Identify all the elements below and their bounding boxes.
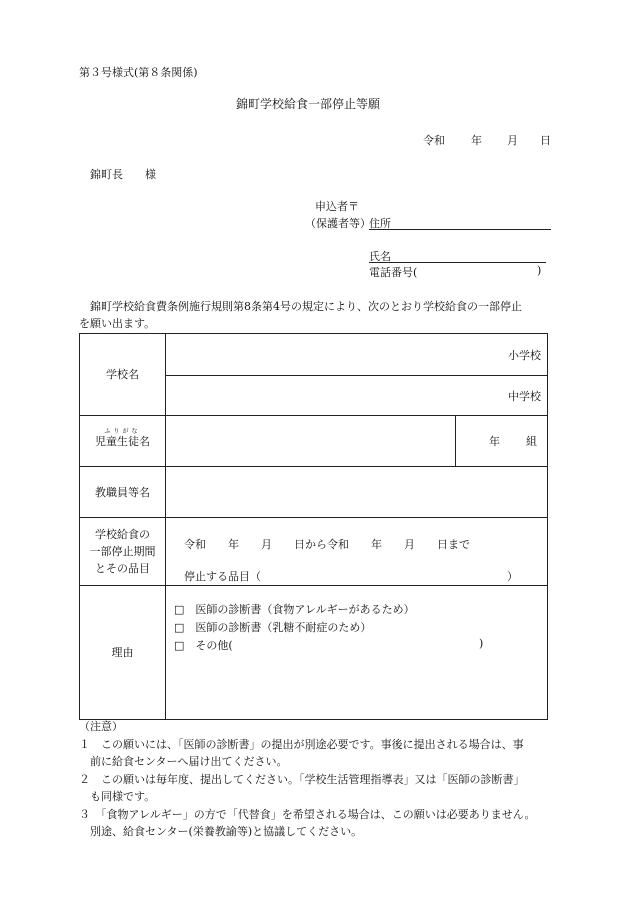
staff-label: 教職員等名 [80, 467, 166, 518]
item-label: 停止する品目（ [184, 570, 261, 583]
date-month: 月 [507, 134, 518, 147]
period-label [80, 518, 166, 586]
student-label: 児童生徒名 [95, 434, 150, 448]
name-label: 氏名 [369, 250, 391, 263]
school-label: 学校名 [80, 334, 166, 416]
phone-close: ) [537, 264, 542, 277]
class-unit: 組 [526, 435, 537, 448]
period-label-3: とその品目 [95, 562, 150, 575]
document-title: 錦町学校給食一部停止等願 [236, 97, 381, 111]
staff-name-field[interactable] [166, 467, 548, 518]
period-dates: 令和 年 月 日から令和 年 月 日まで [184, 538, 470, 551]
note-3-line-1: ３ 「食物アレルギー」の方で「代替食」を希望される場合は、この願いは必要ありません。 [79, 808, 536, 821]
date-era: 令和 [423, 134, 445, 147]
furigana: ふりがな [104, 427, 141, 435]
student-label-ruby [95, 427, 150, 450]
grade-unit: 年 [489, 435, 500, 448]
reason-lactose-checkbox[interactable]: □ 医師の診断書（乳糖不耐症のため） [174, 621, 372, 634]
name-field[interactable] [369, 262, 546, 263]
addressee: 錦町長 様 [90, 168, 156, 181]
period-label-1: 学校給食の [95, 528, 150, 541]
intro-line-2: を願い出ます。 [79, 317, 156, 330]
reason-field [166, 586, 548, 720]
note-2-line-2: も同様です。 [90, 790, 156, 803]
reason-label: 理由 [80, 586, 166, 720]
item-close: ） [507, 570, 518, 583]
elementary-school-field[interactable] [166, 334, 548, 376]
notes-heading: （注意） [79, 720, 123, 733]
applicant-label: 申込者 [315, 200, 348, 213]
note-1-line-1: １ この願いには、「医師の診断書」の提出が別途必要です。事後に提出される場合は、事 [79, 738, 524, 751]
guardian-label: （保護者等） [305, 217, 371, 230]
period-label-2: 一部停止期間 [89, 545, 156, 558]
grade-class-field[interactable] [456, 416, 548, 467]
address-field[interactable] [369, 229, 551, 230]
postal-mark: 〒 [348, 200, 359, 213]
reason-other-close: ) [479, 637, 484, 650]
note-3-line-2: 別途、給食センター(栄養教諭等)と協議してください。 [90, 825, 363, 838]
date-day: 日 [540, 134, 551, 147]
reason-other-checkbox[interactable]: □ その他( [174, 639, 233, 652]
date-year: 年 [471, 134, 482, 147]
elementary-suffix: 小学校 [508, 348, 541, 362]
junior-high-suffix: 中学校 [508, 389, 541, 403]
reason-allergy-checkbox[interactable]: □ 医師の診断書（食物アレルギーがあるため） [174, 603, 415, 616]
junior-high-field[interactable] [166, 376, 548, 416]
note-2-line-1: ２ この願いは毎年度、提出してください。「学校生活管理指導表」又は「医師の診断書」 [79, 773, 525, 786]
phone-label: 電話番号( [369, 266, 418, 279]
student-name-field[interactable] [166, 416, 456, 467]
form-number: 第３号様式(第８条関係) [79, 66, 198, 79]
application-table [79, 333, 548, 720]
note-1-line-2: 前に給食センターへ届け出てください。 [90, 755, 288, 768]
address-label: 住所 [369, 217, 391, 230]
period-field[interactable] [166, 518, 548, 586]
intro-line-1: 錦町学校給食費条例施行規則第8条第4号の規定により、次のとおり学校給食の一部停止 [90, 300, 522, 313]
student-label-cell [80, 416, 166, 467]
